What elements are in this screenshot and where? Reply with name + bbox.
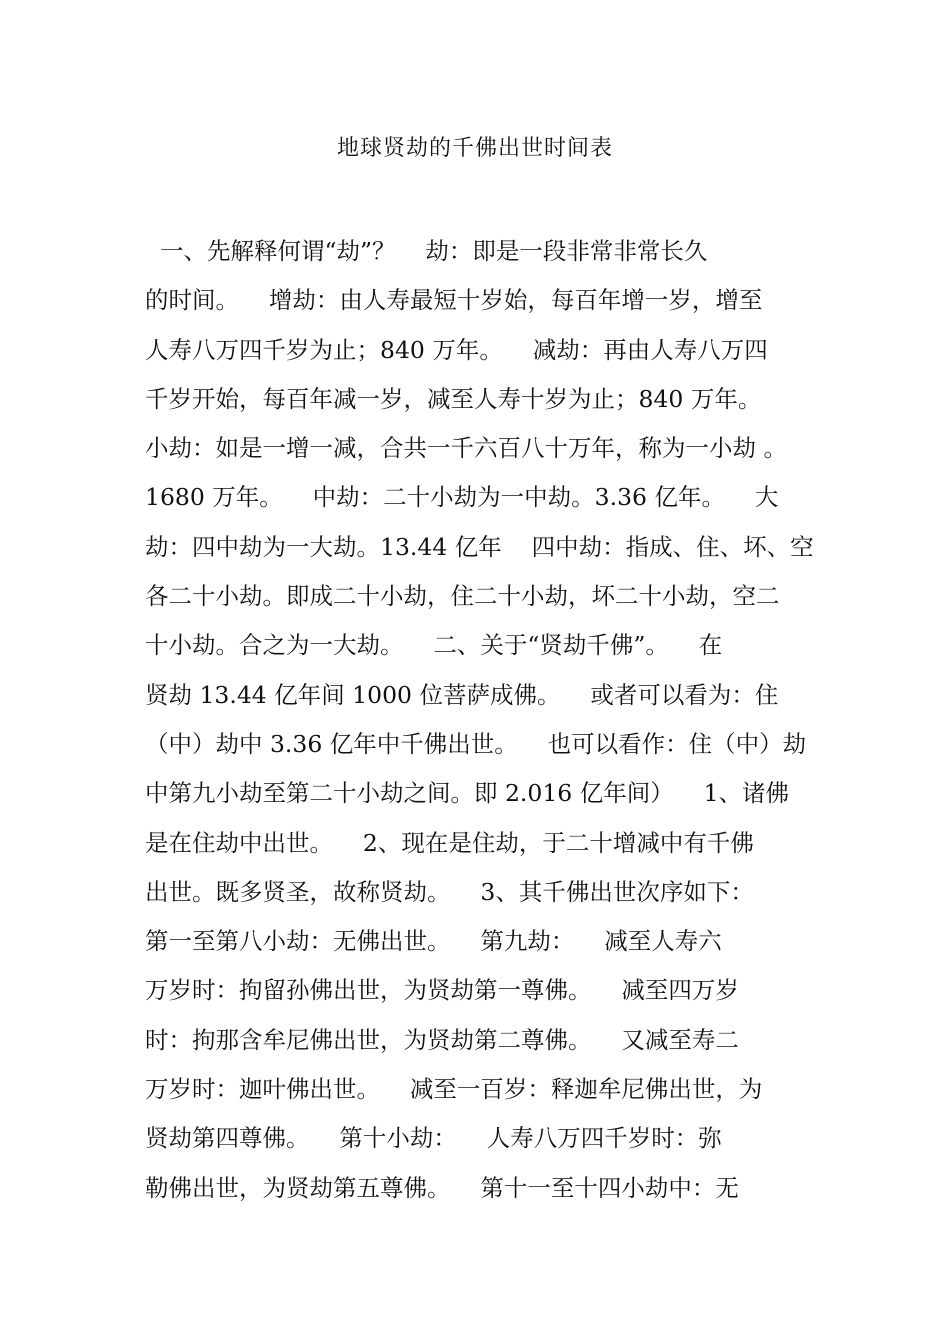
body-line: 万岁时：迦叶佛出世。 减至一百岁：释迦牟尼佛出世，为 [145, 1075, 763, 1104]
body-line: 贤劫 13.44 亿年间 1000 位菩萨成佛。 或者可以看为：住 [145, 680, 779, 709]
body-line: （中）劫中 3.36 亿年中千佛出世。 也可以看作：住（中）劫 [145, 729, 807, 758]
document-body [145, 227, 814, 1213]
body-line: 出世。既多贤圣，故称贤劫。 3、其千佛出世次序如下： [145, 877, 754, 906]
body-line: 万岁时：拘留孙佛出世，为贤劫第一尊佛。 减至四万岁 [145, 976, 739, 1005]
body-line: 是在住劫中出世。 2、现在是住劫，于二十增减中有千佛 [145, 828, 754, 857]
body-line: 人寿八万四千岁为止；840 万年。 减劫：再由人寿八万四 [145, 335, 768, 364]
body-line: 小劫：如是一增一减，合共一千六百八十万年，称为一小劫 。 [145, 434, 787, 463]
body-line: 1680 万年。 中劫：二十小劫为一中劫。3.36 亿年。 大 [145, 483, 779, 512]
body-line: 中第九小劫至第二十小劫之间。即 2.016 亿年间） 1、诸佛 [145, 779, 790, 808]
body-line: 各二十小劫。即成二十小劫，住二十小劫，坏二十小劫，空二 [145, 582, 780, 611]
body-line: 劫：四中劫为一大劫。13.44 亿年 四中劫：指成、住、坏、空 [145, 532, 814, 561]
body-line: 时：拘那含牟尼佛出世，为贤劫第二尊佛。 又减至寿二 [145, 1025, 739, 1054]
body-line: 勒佛出世，为贤劫第五尊佛。 第十一至十四小劫中：无 [145, 1173, 739, 1202]
body-line: 第一至第八小劫：无佛出世。 第九劫： 减至人寿六 [145, 927, 722, 956]
document-title: 地球贤劫的千佛出世时间表 [336, 136, 613, 161]
body-line: 的时间。 增劫：由人寿最短十岁始，每百年增一岁，增至 [145, 286, 763, 315]
body-line: 十小劫。合之为一大劫。 二、关于“贤劫千佛”。 在 [145, 631, 723, 660]
body-line: 贤劫第四尊佛。 第十小劫： 人寿八万四千岁时：弥 [145, 1124, 722, 1153]
body-line: 一、先解释何谓“劫”？ 劫：即是一段非常非常长久 [145, 237, 708, 265]
body-line: 千岁开始，每百年减一岁，减至人寿十岁为止；840 万年。 [145, 384, 762, 413]
